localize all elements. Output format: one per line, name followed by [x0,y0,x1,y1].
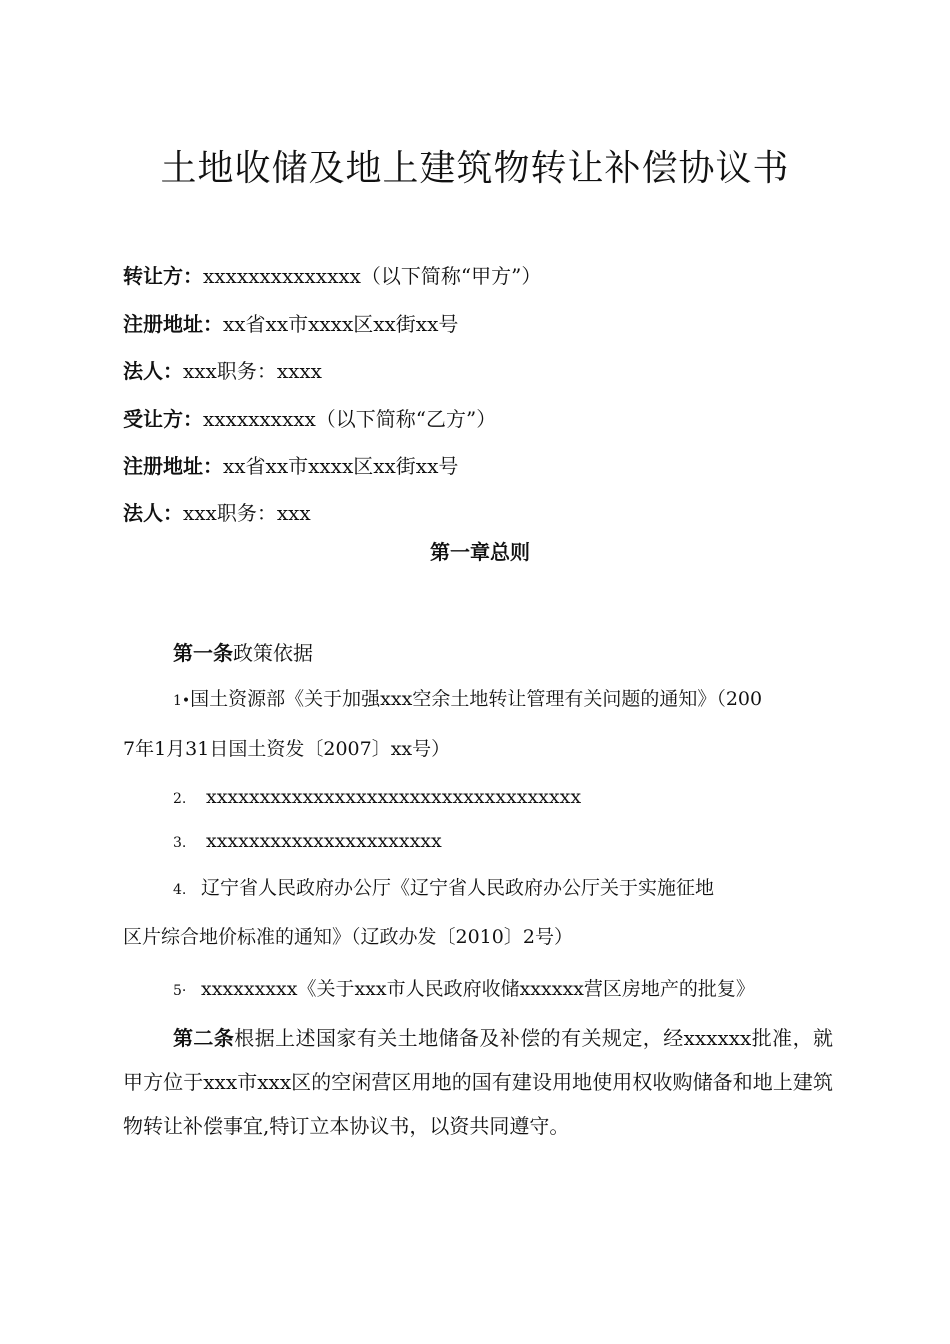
list-item-text: xxxxxxxxxxxxxxxxxxxxxx [206,830,442,852]
party-value: xxxxxxxxxx（以下简称“乙方”） [203,407,497,431]
list-item-text: xxxxxxxxxxxxxxxxxxxxxxxxxxxxxxxxxxx [206,786,582,808]
party-value: xxx职务：xxxx [183,359,322,383]
list-item-number: 2. [173,791,187,807]
list-item-5 [173,974,755,1001]
party-label: 受让方： [123,407,203,431]
document-title: 土地收储及地上建筑物转让补偿协议书 [160,148,790,189]
article2-paragraph [123,1016,833,1148]
party-value: xx省xx市xxxx区xx街xx号 [223,454,459,478]
article1-title: 政策依据 [233,641,313,665]
party-line-transferee-address [123,450,458,479]
list-item-text: 辽宁省人民政府办公厅《辽宁省人民政府办公厅关于实施征地 [201,877,715,899]
list-item-1-continuation: 7年1月31日国土资发〔2007〕xx号） [123,738,451,760]
list-item-text: xxxxxxxxx《关于xxx市人民政府收储xxxxxx营区房地产的批复》 [201,978,755,1000]
party-label: 注册地址： [123,454,223,478]
list-item-number: 3. [173,835,187,851]
party-value: xxx职务：xxx [183,501,311,525]
party-label: 法人： [123,359,183,383]
chapter-heading: 第一章总则 [430,540,530,564]
article1-heading [173,637,313,666]
article1-number: 第一条 [173,641,233,665]
list-item-2 [173,786,581,808]
party-line-transferor-address [123,308,458,337]
party-line-transferor-legal [123,355,322,384]
list-item-3 [173,830,442,852]
party-line-transferor [123,260,541,289]
list-item-text: 国土资源部《关于加强xxx空余土地转让管理有关问题的通知》（200 [190,688,763,710]
list-item-4 [173,873,714,900]
party-line-transferee [123,403,496,432]
list-item-number: 5· [173,983,187,999]
party-value: xx省xx市xxxx区xx街xx号 [223,312,459,336]
party-line-transferee-legal [123,497,311,526]
party-label: 注册地址： [123,312,223,336]
list-item-1 [173,684,762,711]
list-item-number: 1• [173,693,191,709]
article2-text: 根据上述国家有关土地储备及补偿的有关规定，经xxxxxx批准，就甲方位于xxx市xxx区的空闲营区用地的国有建设用地使用权收购储备和地上建筑物转让补偿事宜,特订立本协议书，以资共同遵守。 [123,1026,833,1138]
list-item-number: 4. [173,882,187,898]
article2-number: 第二条 [173,1026,235,1050]
party-value: xxxxxxxxxxxxxx（以下简称“甲方”） [203,264,542,288]
list-item-4-continuation: 区片综合地价标准的通知》（辽政办发〔2010〕2号） [123,926,573,948]
party-label: 转让方： [123,264,203,288]
party-label: 法人： [123,501,183,525]
